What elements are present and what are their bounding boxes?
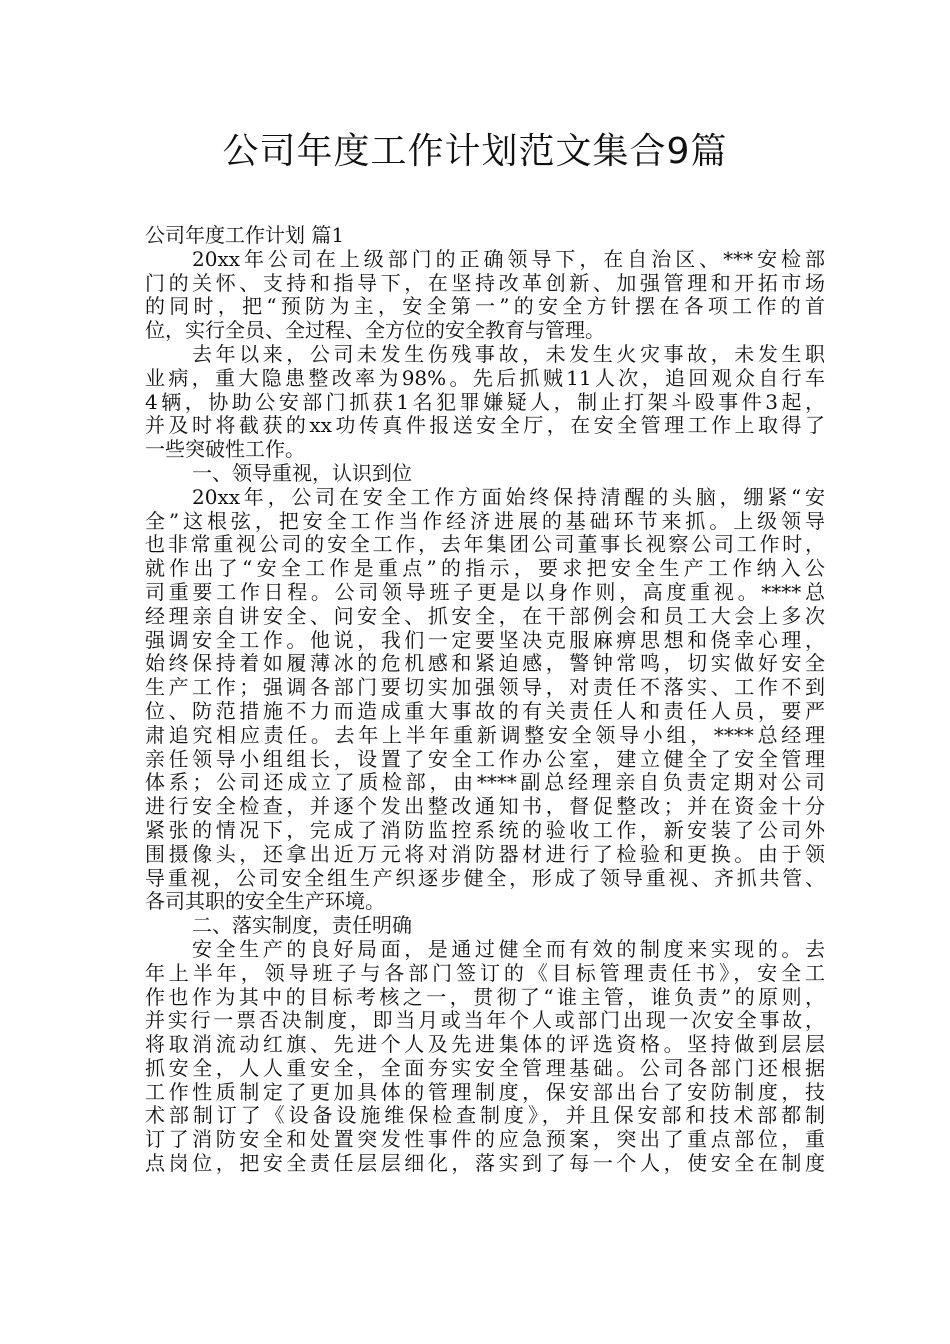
- text-line: 术部制订了《设备设施维保检查制度》，并且保安部和技术部都制: [145, 1103, 825, 1128]
- text-line: 肃追究相应责任。去年上半年重新调整安全领导小组，****总经理: [145, 722, 825, 747]
- document-title: 公司年度工作计划范文集合9篇: [222, 131, 728, 172]
- text-line: 一些突破性工作。: [145, 437, 305, 462]
- text-line: 生产工作；强调各部门要切实加强领导，对责任不落实、工作不到: [145, 675, 825, 700]
- text-line: 二、落实制度，责任明确: [192, 913, 412, 938]
- text-line: 一、领导重视，认识到位: [192, 460, 412, 485]
- text-line: 经理亲自讲安全、问安全、抓安全，在干部例会和员工大会上多次: [145, 603, 825, 628]
- text-line: 各司其职的安全生产环境。: [145, 889, 385, 914]
- text-line: 20xx年公司在上级部门的正确领导下，在自治区、***安检部: [192, 246, 825, 271]
- text-line: 就作出了“安全工作是重点”的指示，要求把安全生产工作纳入公: [145, 556, 825, 581]
- text-line: 点岗位，把安全责任层层细化，落实到了每一个人，使安全在制度: [145, 1151, 825, 1176]
- text-line: 业病，重大隐患整改率为98%。先后抓贼11人次，追回观众自行车: [145, 365, 825, 390]
- text-line: 进行安全检查，并逐个发出整改通知书，督促整改；并在资金十分: [145, 794, 825, 819]
- text-line: 强调安全工作。他说，我们一定要坚决克服麻痹思想和侥幸心理，: [145, 627, 825, 652]
- text-line: 将取消流动红旗、先进个人及先进集体的评选资格。坚持做到层层: [145, 1032, 825, 1057]
- text-line: 位，实行全员、全过程、全方位的安全教育与管理。: [145, 318, 605, 343]
- section-heading: 公司年度工作计划 篇1: [145, 223, 345, 247]
- text-line: 门的关怀、支持和指导下，在坚持改革创新、加强管理和开拓市场: [145, 270, 825, 295]
- text-line: 体系；公司还成立了质检部，由****副总经理亲自负责定期对公司: [145, 770, 825, 795]
- text-line: 作也作为其中的目标考核之一，贯彻了“谁主管，谁负责”的原则，: [145, 984, 825, 1009]
- text-line: 年上半年，领导班子与各部门签订的《目标管理责任书》，安全工: [145, 960, 825, 985]
- text-line: 始终保持着如履薄冰的危机感和紧迫感，警钟常鸣，切实做好安全: [145, 651, 825, 676]
- text-line: 紧张的情况下，完成了消防监控系统的验收工作，新安装了公司外: [145, 817, 825, 842]
- text-line: 位、防范措施不力而造成重大事故的有关责任人和责任人员，要严: [145, 698, 825, 723]
- text-line: 司重要工作日程。公司领导班子更是以身作则，高度重视。****总: [145, 579, 825, 604]
- text-line: 导重视，公司安全组生产织逐步健全，形成了领导重视、齐抓共管、: [145, 865, 825, 890]
- text-line: 的同时，把“预防为主，安全第一”的安全方针摆在各项工作的首: [145, 294, 825, 319]
- document-body: [145, 224, 825, 1176]
- text-line: 并实行一票否决制度，即当月或当年个人或部门出现一次安全事故，: [145, 1008, 825, 1033]
- text-line: 围摄像头，还拿出近万元将对消防器材进行了检验和更换。由于领: [145, 841, 825, 866]
- text-line: 订了消防安全和处置突发性事件的应急预案，突出了重点部位，重: [145, 1127, 825, 1152]
- text-line: 4辆，协助公安部门抓获1名犯罪嫌疑人，制止打架斗殴事件3起，: [145, 389, 825, 414]
- text-line: 亲任领导小组组长，设置了安全工作办公室，建立健全了安全管理: [145, 746, 825, 771]
- text-line: 20xx年，公司在安全工作方面始终保持清醒的头脑，绷紧“安: [192, 484, 825, 509]
- text-line: 安全生产的良好局面，是通过健全而有效的制度来实现的。去: [192, 936, 825, 961]
- text-line: 也非常重视公司的安全工作，去年集团公司董事长视察公司工作时，: [145, 532, 825, 557]
- text-line: 去年以来，公司未发生伤残事故，未发生火灾事故，未发生职: [192, 341, 825, 366]
- text-line: 工作性质制定了更加具体的管理制度，保安部出台了安防制度，技: [145, 1079, 825, 1104]
- text-line: 全”这根弦，把安全工作当作经济进展的基础环节来抓。上级领导: [145, 508, 825, 533]
- text-line: 抓安全，人人重安全，全面夯实安全管理基础。公司各部门还根据: [145, 1055, 825, 1080]
- text-line: 并及时将截获的xx功传真件报送安全厅，在安全管理工作上取得了: [145, 413, 825, 438]
